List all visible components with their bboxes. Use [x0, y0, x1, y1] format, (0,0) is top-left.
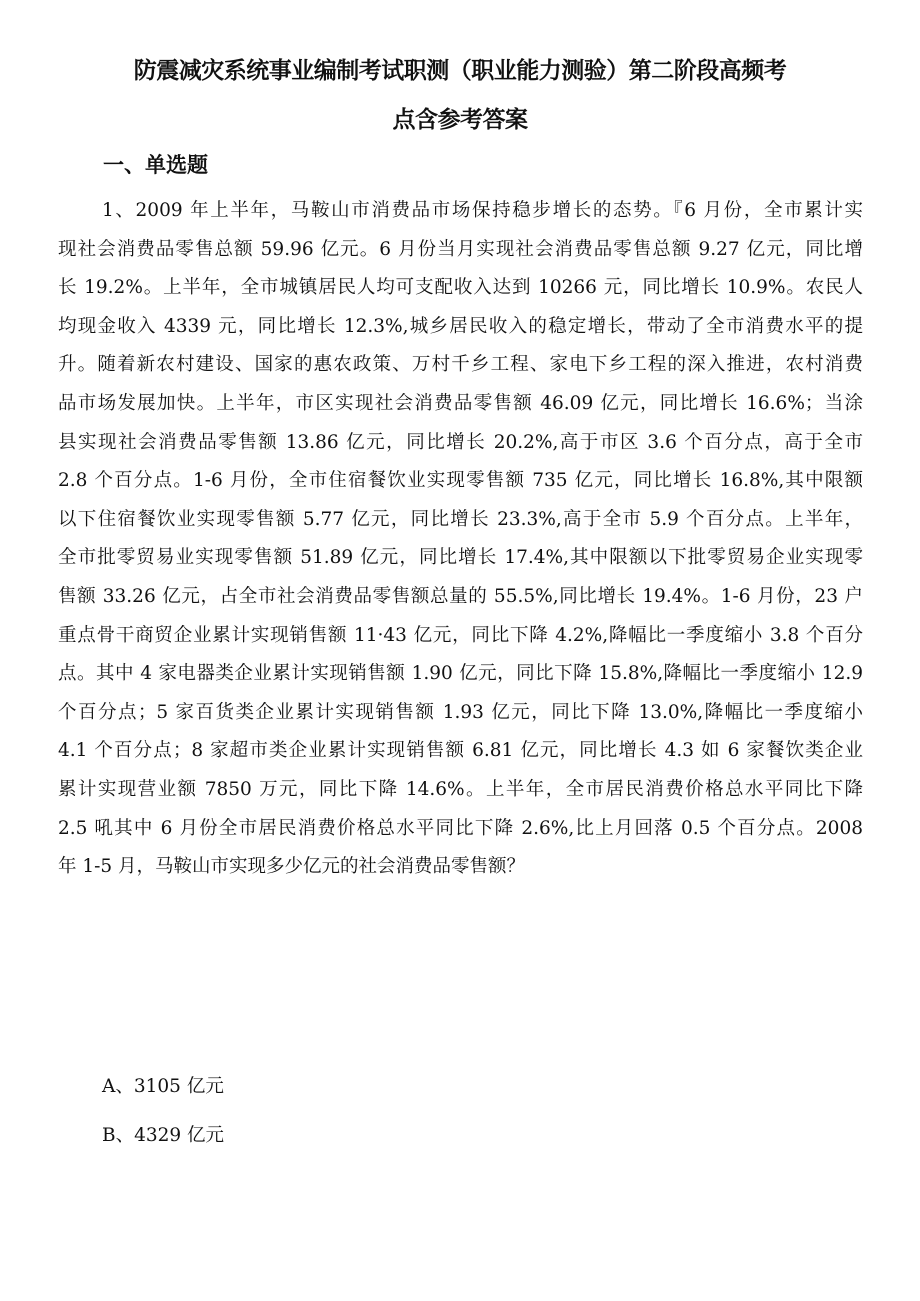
question-line: 4.1 个百分点；8 家超市类企业累计实现销售额 6.81 亿元，同比增长 4.3 如 6 家餐饮类企业	[58, 740, 863, 762]
question-line: 均现金收入 4339 元，同比增长 12.3%,城乡居民收入的稳定增长，带动了全市消费水平的提	[58, 315, 863, 337]
question-line: 累计实现营业额 7850 万元，同比下降 14.6%。上半年，全市居民消费价格总水平同比下降	[58, 778, 863, 800]
document-title-line-1: 防震减灾系统事业编制考试职测（职业能力测验）第二阶段高频考	[133, 58, 787, 84]
question-line: 品市场发展加快。上半年，市区实现社会消费品零售额 46.09 亿元，同比增长 16.6%；当涂	[58, 392, 863, 414]
section-heading-single-choice: 一、单选题	[103, 153, 208, 177]
question-line: 升。随着新农村建设、国家的惠农政策、万村千乡工程、家电下乡工程的深入推进，农村消费	[58, 354, 863, 376]
question-line: 2.8 个百分点。1-6 月份，全市住宿餐饮业实现零售额 735 亿元，同比增长 16.8%,其中限额	[58, 470, 863, 492]
question-line: 县实现社会消费品零售额 13.86 亿元，同比增长 20.2%,高于市区 3.6 个百分点，高于全市	[58, 431, 863, 453]
question-1-stem	[58, 192, 863, 887]
question-line: 2.5 吼其中 6 月份全市居民消费价格总水平同比下降 2.6%,比上月回落 0.5 个百分点。2008	[58, 817, 863, 839]
question-line: 现社会消费品零售总额 59.96 亿元。6 月份当月实现社会消费品零售总额 9.27 亿元，同比增	[58, 238, 863, 260]
question-line: 以下住宿餐饮业实现零售额 5.77 亿元，同比增长 23.3%,高于全市 5.9 个百分点。上半年，	[58, 508, 863, 530]
answer-option-a: A、3105 亿元	[102, 1076, 224, 1097]
answer-option-b: B、4329 亿元	[102, 1125, 225, 1146]
question-line: 全市批零贸易业实现零售额 51.89 亿元，同比增长 17.4%,其中限额以下批零贸易企业实现零	[58, 547, 863, 569]
question-line: 1、2009 年上半年，马鞍山市消费品市场保持稳步增长的态势。『6 月份，全市累计实	[102, 200, 863, 221]
question-line: 点。其中 4 家电器类企业累计实现销售额 1.90 亿元，同比下降 15.8%,降幅比一季度缩小 12.9	[58, 663, 863, 685]
question-line: 个百分点；5 家百货类企业累计实现销售额 1.93 亿元，同比下降 13.0%,降幅比一季度缩小	[58, 701, 863, 723]
question-line: 售额 33.26 亿元，占全市社会消费品零售额总量的 55.5%,同比增长 19.4%。1-6 月份，23 户	[58, 585, 863, 607]
document-title-line-2: 点含参考答案	[392, 107, 528, 133]
question-line: 长 19.2%。上半年，全市城镇居民人均可支配收入达到 10266 元，同比增长 10.9%。农民人	[58, 277, 863, 299]
question-line: 年 1-5 月，马鞍山市实现多少亿元的社会消费品零售额？	[58, 856, 526, 878]
question-line: 重点骨干商贸企业累计实现销售额 11·43 亿元，同比下降 4.2%,降幅比一季度缩小 3.8 个百分	[58, 624, 863, 646]
